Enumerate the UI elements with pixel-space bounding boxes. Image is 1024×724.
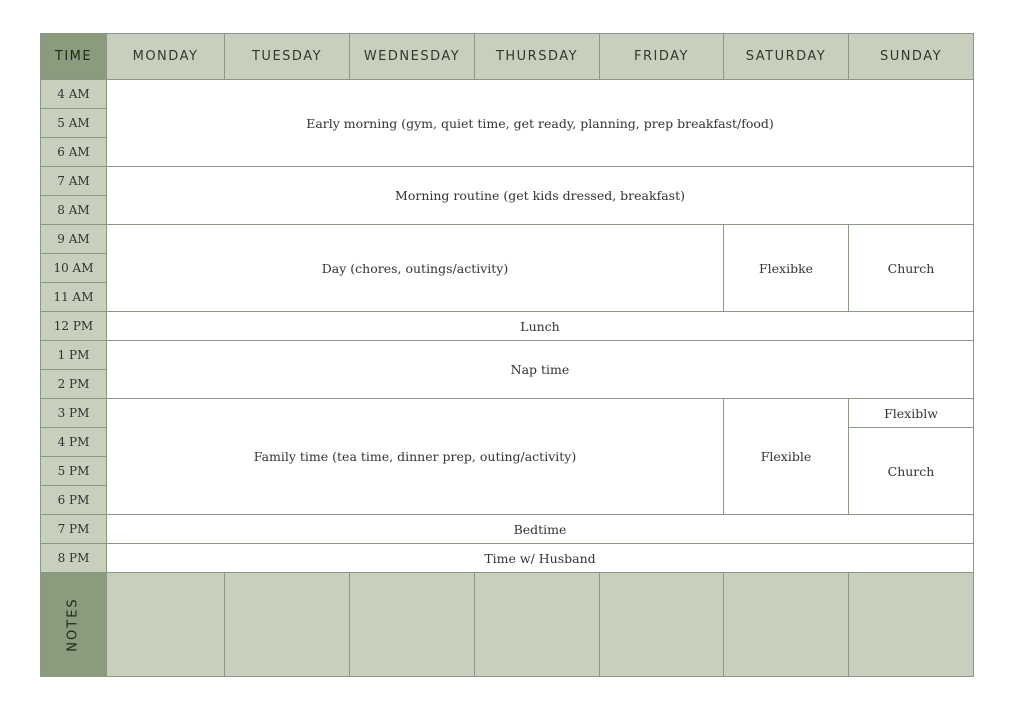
time-label: 7 PM [40, 515, 107, 544]
notes-cell-thursday[interactable] [475, 573, 600, 677]
time-label: 5 AM [40, 109, 107, 138]
time-label: 4 AM [40, 80, 107, 109]
time-label: 8 PM [40, 544, 107, 573]
saturday-afternoon-block: Flexible [724, 399, 849, 515]
day-header-thursday: THURSDAY [475, 33, 600, 80]
time-label: 5 PM [40, 457, 107, 486]
time-label: 3 PM [40, 399, 107, 428]
sunday-3pm-block: Flexiblw [849, 399, 974, 428]
notes-label: NOTES [66, 597, 81, 652]
notes-cell-sunday[interactable] [849, 573, 974, 677]
time-label: 4 PM [40, 428, 107, 457]
bedtime-block: Bedtime [107, 515, 974, 544]
notes-cell-friday[interactable] [600, 573, 724, 677]
time-label: 2 PM [40, 370, 107, 399]
notes-label-cell [40, 573, 107, 677]
time-label: 6 AM [40, 138, 107, 167]
day-header-monday: MONDAY [107, 33, 225, 80]
weekly-schedule-grid [40, 33, 974, 677]
saturday-day-block: Flexibke [724, 225, 849, 312]
day-header-tuesday: TUESDAY [225, 33, 350, 80]
notes-cell-saturday[interactable] [724, 573, 849, 677]
nap-time-block: Nap time [107, 341, 974, 399]
time-label: 8 AM [40, 196, 107, 225]
time-label: 9 AM [40, 225, 107, 254]
sunday-day-block: Church [849, 225, 974, 312]
time-label: 7 AM [40, 167, 107, 196]
day-header-wednesday: WEDNESDAY [350, 33, 475, 80]
day-block: Day (chores, outings/activity) [107, 225, 724, 312]
notes-cell-monday[interactable] [107, 573, 225, 677]
time-label: 1 PM [40, 341, 107, 370]
lunch-block: Lunch [107, 312, 974, 341]
day-header-friday: FRIDAY [600, 33, 724, 80]
sunday-afternoon-block: Church [849, 428, 974, 515]
time-column-header: TIME [40, 33, 107, 80]
family-time-block: Family time (tea time, dinner prep, outing/activity) [107, 399, 724, 515]
notes-cell-wednesday[interactable] [350, 573, 475, 677]
time-label: 11 AM [40, 283, 107, 312]
time-label: 10 AM [40, 254, 107, 283]
day-header-saturday: SATURDAY [724, 33, 849, 80]
time-label: 12 PM [40, 312, 107, 341]
husband-time-block: Time w/ Husband [107, 544, 974, 573]
early-morning-block: Early morning (gym, quiet time, get ready, planning, prep breakfast/food) [107, 80, 974, 167]
notes-cell-tuesday[interactable] [225, 573, 350, 677]
time-label: 6 PM [40, 486, 107, 515]
day-header-sunday: SUNDAY [849, 33, 974, 80]
morning-routine-block: Morning routine (get kids dressed, breakfast) [107, 167, 974, 225]
